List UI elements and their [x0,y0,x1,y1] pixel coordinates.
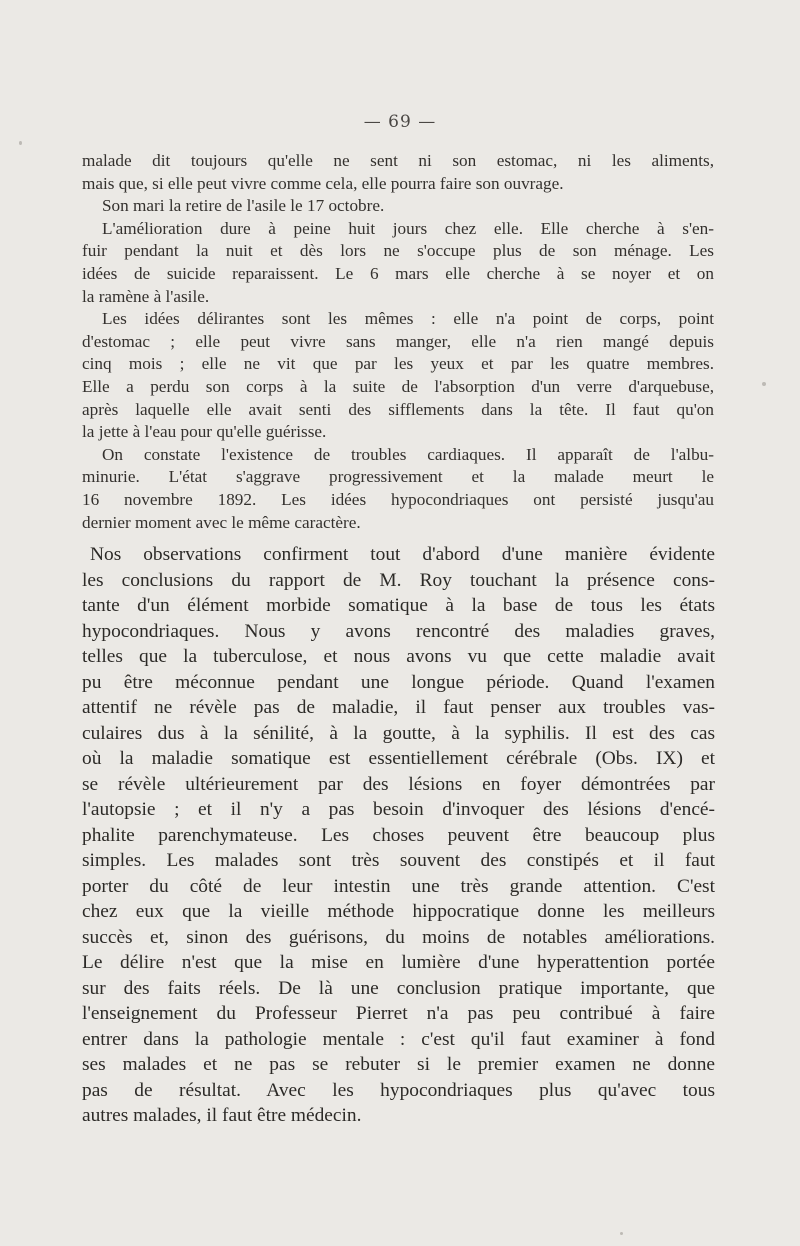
text-line: telles que la tuberculose, et nous avons vu que cette maladie avait [82,646,715,667]
text-line: les conclusions du rapport de M. Roy touchant la présence cons- [82,569,715,591]
text-line: autres malades, il faut être médecin. [82,1105,362,1126]
case-paragraph [82,444,714,534]
text-line: la ramène à l'asile. [82,286,210,306]
text-line: porter du côté de leur intestin une très grande attention. C'est [82,875,715,897]
text-line: succès et, sinon des guérisons, du moins de notables améliorations. [82,926,715,948]
paper-speck [762,382,766,386]
text-line: fuir pendant la nuit et dès lors ne s'occupe plus de son ménage. Les [82,241,714,261]
text-line: Les idées délirantes sont les mêmes : elle n'a point de corps, point [102,309,714,329]
text-line: mais que, si elle peut vivre comme cela, elle pourra faire son ouvrage. [82,173,564,193]
text-line: où la maladie somatique est essentiellement cérébrale (Obs. IX) et [82,748,715,769]
paper-speck [19,141,22,145]
text-line: phalite parenchymateuse. Les choses peuvent être beaucoup plus [82,824,715,846]
text-line: ses malades et ne pas se rebuter si le premier examen ne donne [82,1054,715,1075]
text-line: dernier moment avec le même caractère. [82,512,361,532]
text-line: pu être méconnue pendant une longue période. Quand l'examen [82,671,715,693]
case-paragraph [82,218,714,308]
case-report-block [82,150,714,534]
text-line: attentif ne révèle pas de maladie, il faut penser aux troubles vas- [82,697,715,718]
text-line: d'estomac ; elle peut vivre sans manger, elle n'a rien mangé depuis [82,331,714,351]
text-line: Son mari la retire de l'asile le 17 octobre. [102,196,385,216]
text-line: culaires dus à la sénilité, à la goutte, à la syphilis. Il est des cas [82,722,715,744]
text-line: Nos observations confirment tout d'abord d'une manière évidente [90,544,715,565]
text-line: l'enseignement du Professeur Pierret n'a pas peu contribué à faire [82,1003,715,1024]
text-line: minurie. L'état s'aggrave progressivement et la malade meurt le [82,467,714,487]
text-line: Elle a perdu son corps à la suite de l'absorption d'un verre d'arquebuse, [82,376,714,396]
text-line: l'autopsie ; et il n'y a pas besoin d'invoquer des lésions d'encé- [82,799,715,820]
paper-speck [620,1232,623,1235]
discussion-paragraph [82,542,715,1129]
text-line: cinq mois ; elle ne vit que par les yeux et par les quatre membres. [82,354,714,374]
text-line: se révèle ultérieurement par des lésions en foyer démontrées par [82,773,715,795]
text-line: L'amélioration dure à peine huit jours chez elle. Elle cherche à s'en- [102,218,714,238]
text-line: idées de suicide reparaissent. Le 6 mars elle cherche à se noyer et on [82,263,714,283]
page-number: — 69 — [363,112,437,132]
text-line: entrer dans la pathologie mentale : c'est qu'il faut examiner à fond [82,1028,715,1050]
text-line: malade dit toujours qu'elle ne sent ni son estomac, ni les aliments, [82,151,714,170]
text-line: Le délire n'est que la mise en lumière d'une hyperattention portée [82,952,715,973]
case-paragraph [82,150,714,195]
text-line: On constate l'existence de troubles cardiaques. Il apparaît de l'albu- [102,444,714,464]
text-line: tante d'un élément morbide somatique à la base de tous les états [82,595,715,616]
text-line: sur des faits réels. De là une conclusion pratique importante, que [82,977,715,999]
text-line: pas de résultat. Avec les hypocondriaques plus qu'avec tous [82,1079,715,1101]
text-line: 16 novembre 1892. Les idées hypocondriaques ont persisté jusqu'au [82,489,714,509]
text-line: chez eux que la vieille méthode hippocratique donne les meilleurs [82,901,715,922]
case-paragraph [82,195,714,218]
text-line: la jette à l'eau pour qu'elle guérisse. [82,422,327,442]
text-line: hypocondriaques. Nous y avons rencontré des maladies graves, [82,620,715,642]
case-paragraph [82,308,714,444]
text-line: simples. Les malades sont très souvent des constipés et il faut [82,850,715,871]
text-line: après laquelle elle avait senti des sifflements dans la tête. Il faut qu'on [82,399,714,419]
